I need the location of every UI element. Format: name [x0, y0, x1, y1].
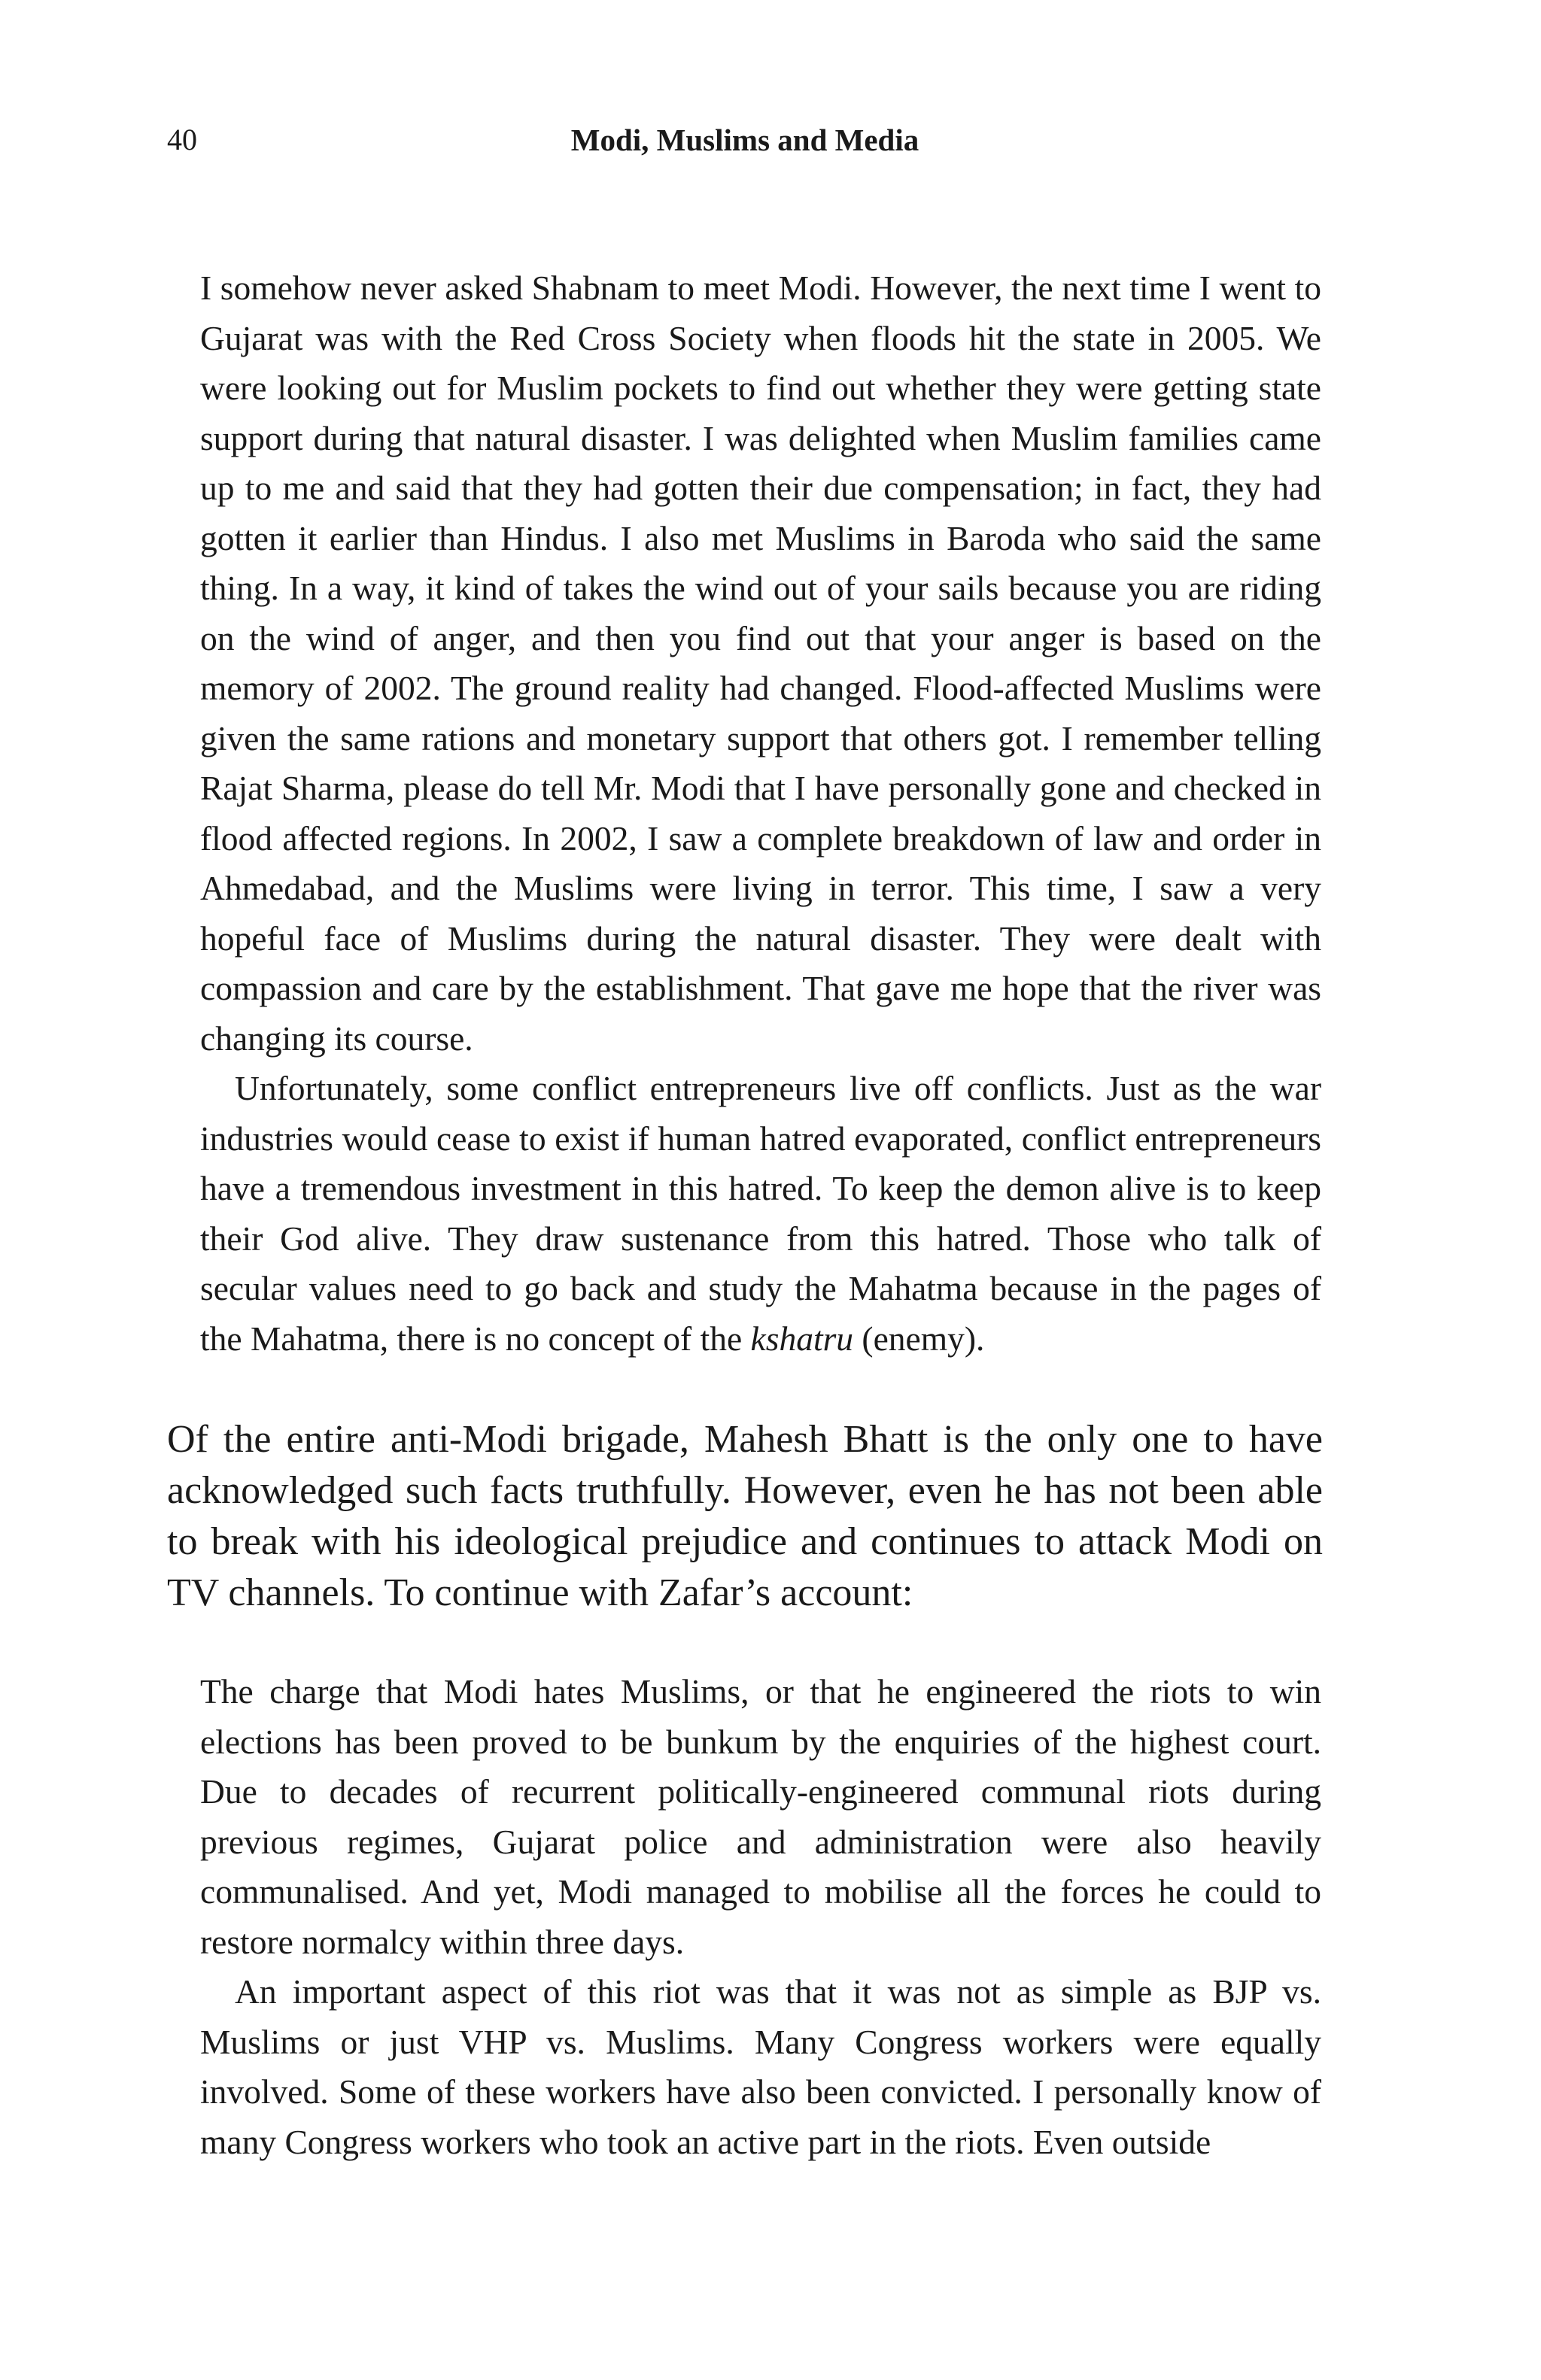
- body-paragraph-block: [167, 1414, 1323, 1619]
- italic-term: kshatru: [750, 1319, 854, 1358]
- quote-text: (enemy).: [853, 1319, 985, 1358]
- quote-paragraph: I somehow never asked Shabnam to meet Modi. However, the next time I went to Gujarat was with the Red Cross Society when floods hit the state in 2005. We were looking out for Muslim pockets to find out whether they were getting state support during that natural disaster. I was delighted when Muslim families came up to me and said that they had gotten their due compensation; in fact, they had gotten it earlier than Hindus. I also met Muslims in Baroda who said the same thing. In a way, it kind of takes the wind out of your sails because you are riding on the wind of anger, and then you find out that your anger is based on the memory of 2002. The ground reality had changed. Flood-affected Muslims were given the same rations and monetary support that others got. I remember telling Rajat Sharma, please do tell Mr. Modi that I have personally gone and checked in flood affected regions. In 2002, I saw a complete breakdown of law and order in Ahmedabad, and the Muslims were living in terror. This time, I saw a very hopeful face of Muslims during the natural disaster. They were dealt with compassion and care by the establishment. That gave me hope that the river was changing its course.: [200, 269, 1321, 1058]
- block-quote-shabnam: [200, 263, 1321, 1364]
- quote-paragraph: [200, 1064, 1321, 1364]
- block-quote-zafar: [200, 1667, 1321, 2167]
- quote-paragraph: An important aspect of this riot was that it was not as simple as BJP vs. Muslims or just VHP vs. Muslims. Many Congress workers were equally involved. Some of these workers have also been convicted. I personally know of many Congress workers who took an active part in the riots. Even outside: [200, 1972, 1321, 2161]
- running-title: Modi, Muslims and Media: [570, 123, 919, 157]
- page-number: 40: [167, 123, 197, 156]
- quote-paragraph: The charge that Modi hates Muslims, or that he engineered the riots to win elections has been proved to be bunkum by the enquiries of the highest court. Due to decades of recurrent politically-engineered communal riots during previous regimes, Gujarat police and administration were also heavily communalised. And yet, Modi managed to mobilise all the forces he could to restore normalcy within three days.: [200, 1672, 1321, 1961]
- page-header: [167, 117, 1323, 162]
- quote-text: Unfortunately, some conflict entrepreneurs live off conflicts. Just as the war industries would cease to exist if human hatred evaporated, conflict entrepreneurs have a tremendous investment in this hatred. To keep the demon alive is to keep their God alive. They draw sustenance from this hatred. Those who talk of secular values need to go back and study the Mahatma because in the pages of the Mahatma, there is no concept of the: [200, 1069, 1321, 1358]
- body-paragraph: Of the entire anti-Modi brigade, Mahesh Bhatt is the only one to have acknowledged such facts truthfully. However, even he has not been able to break with his ideological prejudice and continues to attack Modi on TV channels. To continue with Zafar’s account:: [167, 1418, 1323, 1614]
